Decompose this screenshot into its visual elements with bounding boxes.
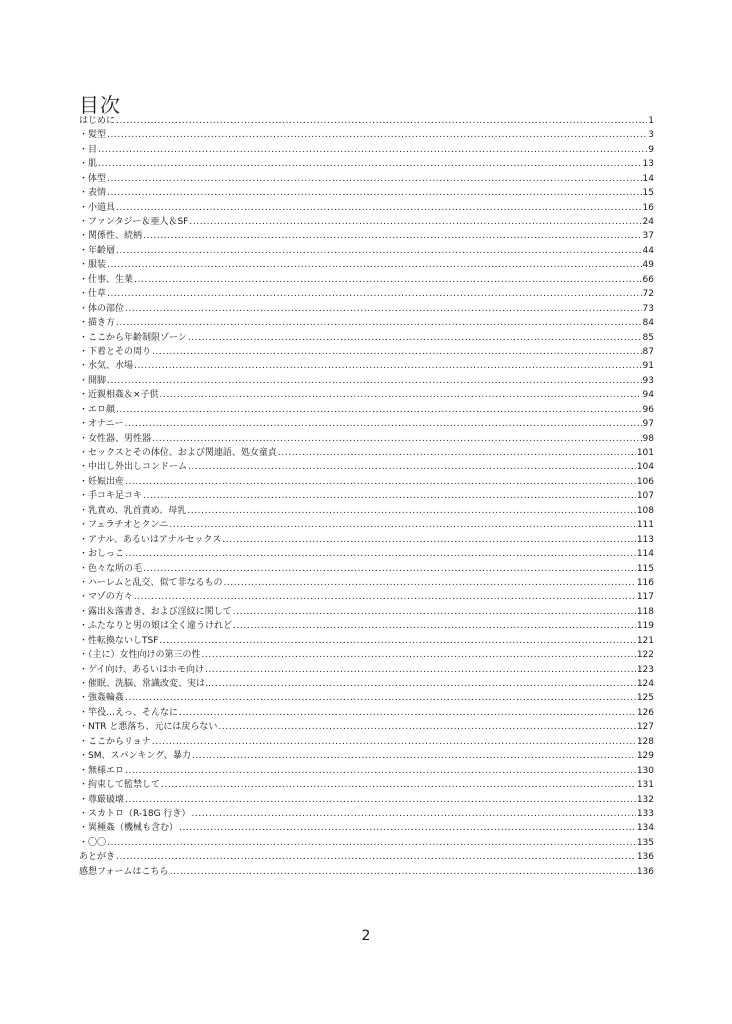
toc-entry-label: ・小道具 [79,202,116,213]
toc-entry[interactable] [79,663,654,677]
toc-entry[interactable] [79,648,654,662]
toc-entry-page: 107 [636,491,654,502]
toc-entry-page: 73 [642,303,654,314]
toc-entry-page: 126 [636,707,654,718]
toc-entry-label: ・スカトロ（R-18G 行き） [79,808,191,819]
toc-entry[interactable] [79,461,654,475]
dot-leader [159,634,635,648]
dot-leader [161,778,636,792]
toc-entry-page: 114 [636,549,654,560]
toc-entry[interactable] [79,504,654,518]
toc-entry[interactable] [79,576,654,590]
dot-leader [125,302,642,316]
page-number: 2 [361,928,371,944]
toc-entry[interactable] [79,128,654,142]
toc-entry-page: 127 [636,722,654,733]
toc-entry[interactable] [79,388,654,402]
toc-entry-label: ・無様エロ [79,765,125,776]
toc-entry-label: ・露出＆落書き、および淫紋に関して [79,606,232,617]
toc-entry[interactable] [79,634,654,648]
dot-leader [192,749,636,763]
dot-leader [143,562,636,576]
toc-entry-label: ・年齢層 [79,245,116,256]
toc-entry[interactable] [79,821,654,835]
toc-entry[interactable] [79,677,654,691]
toc-entry[interactable] [79,374,654,388]
toc-entry[interactable] [79,417,654,431]
toc-entry[interactable] [79,446,654,460]
toc-entry-label: ・関係性、続柄 [79,231,143,242]
dot-leader [125,475,636,489]
dot-leader [107,287,642,301]
toc-entry-label: ・仕草 [79,289,107,300]
toc-entry[interactable] [79,547,654,561]
dot-leader [107,128,647,142]
toc-entry[interactable] [79,735,654,749]
toc-entry-page: 129 [636,751,654,762]
toc-entry[interactable] [79,533,654,547]
dot-leader [152,735,636,749]
toc-entry-label: ・おしっこ [79,549,125,560]
toc-entry[interactable] [79,850,654,864]
dot-leader [187,504,636,518]
toc-entry-label: ・乳責め、乳首責め、母乳 [79,505,187,516]
toc-entry-page: 93 [642,375,654,386]
dot-leader [188,460,636,474]
toc-entry-label: ・描き方 [79,318,116,329]
toc-entry-page: 116 [636,577,654,588]
dot-leader [218,720,635,734]
toc-entry[interactable] [79,186,654,200]
toc-entry-page: 119 [636,621,654,632]
dot-leader [215,677,636,691]
toc-entry-page: 104 [636,462,654,473]
toc-entry-label: ・拘束して監禁して [79,780,161,791]
toc-entry[interactable] [79,749,654,763]
toc-entry-page: 96 [642,404,654,415]
toc-entry[interactable] [79,143,654,157]
toc-entry-page: 84 [642,318,654,329]
toc-entry-page: 49 [642,260,654,271]
toc-entry[interactable] [79,157,654,171]
dot-leader [107,186,642,200]
dot-leader [179,706,636,720]
toc-entry[interactable] [79,287,654,301]
toc-entry-page: 16 [642,202,654,213]
toc-entry-label: ・下着とその周り [79,346,152,357]
dot-leader [179,821,636,835]
toc-entry-label: ・ハーレムと乱交、似て非なるもの [79,577,223,588]
toc-entry-label: ・服装 [79,260,107,271]
toc-entry-label: ・体の部位 [79,303,125,314]
toc-entry-label: ・肌 [79,159,98,170]
toc-entry-label: ・表情 [79,188,107,199]
toc-entry-label: ・エロ顔 [79,404,116,415]
toc-entry-label: ・アナル、あるいはアナルセックス [79,534,222,545]
toc-entry-label: ・オナニー [79,419,124,430]
dot-leader [125,764,636,778]
dot-leader [116,244,642,258]
dot-leader [116,114,647,128]
toc-entry[interactable] [79,302,654,316]
toc-entry-label: ・催眠、洗脳、常識改変、実は… [79,679,215,690]
toc-entry[interactable] [79,230,654,244]
toc-entry[interactable] [79,619,654,633]
dot-leader [116,316,642,330]
dot-leader [107,172,642,186]
toc-entry-page: 97 [642,419,654,430]
toc-entry[interactable] [79,764,654,778]
toc-entry[interactable] [79,475,654,489]
toc-entry-label: ・水気、水場 [79,361,134,372]
dot-leader [107,258,642,272]
toc-entry[interactable] [79,518,654,532]
dot-leader [107,836,636,850]
toc-entry-label: ・手コキ足コキ [79,491,143,502]
toc-entry-page: 130 [636,765,654,776]
toc-entry-page: 123 [636,664,654,675]
toc-entry-label: はじめに [79,115,116,126]
dot-leader [116,201,642,215]
toc-entry-page: 121 [636,635,654,646]
toc-entry-label: ・ふたなりと男の娘は全く違うけれど [79,621,233,632]
toc-entry-label: ・性転換ないしTSF [79,635,159,646]
toc-entry-label: ・（主に）女性向けの第三の性 [79,650,201,661]
toc-entry-page: 136 [636,852,654,863]
toc-entry[interactable] [79,316,654,330]
toc-entry[interactable] [79,605,654,619]
toc-entry-page: 134 [636,823,654,834]
dot-leader [223,576,635,590]
toc-entry-page: 106 [636,476,654,487]
toc-entry[interactable] [79,201,654,215]
toc-entry[interactable] [79,865,654,879]
toc-entry-label: ・ゲイ向け、あるいはホモ向け [79,664,205,675]
toc-entry-page: 1 [648,115,654,126]
toc-entry-page: 136 [636,866,654,877]
toc-entry[interactable] [79,403,654,417]
toc-entry[interactable] [79,258,654,272]
toc-entry[interactable] [79,172,654,186]
toc-entry-label: 感想フォームはこちら [79,866,169,877]
page-title: 目次 [79,93,121,118]
toc-entry-page: 15 [642,188,654,199]
dot-leader [143,489,636,503]
toc-entry[interactable] [79,331,654,345]
toc-entry-page: 66 [642,274,654,285]
toc-entry-label: あとがき [79,852,116,863]
toc-entry-page: 94 [642,390,654,401]
toc-entry[interactable] [79,793,654,807]
dot-leader [278,446,636,460]
toc-entry-page: 98 [642,433,654,444]
dot-leader [134,273,642,287]
toc-entry-page: 14 [642,173,654,184]
toc-entry-page: 44 [642,245,654,256]
toc-entry-page: 131 [636,780,654,791]
toc-entry-page: 118 [636,606,654,617]
toc-entry-label: ・竿役…えっ、そんなに [79,707,179,718]
toc-entry[interactable] [79,692,654,706]
toc-entry-label: ・目 [79,144,98,155]
toc-entry-label: ・〇〇 [79,837,107,848]
toc-entry-page: 9 [648,144,654,155]
toc-entry-label: ・ここからリョナ [79,736,151,747]
dot-leader [143,229,642,243]
toc-entry-label: ・セックスとその体位、および関連語、処女童貞 [79,448,277,459]
toc-entry-page: 128 [636,736,654,747]
toc-entry-page: 115 [636,563,654,574]
toc-entry[interactable] [79,215,654,229]
toc-entry-page: 101 [636,448,654,459]
toc-entry-page: 133 [636,808,654,819]
dot-leader [125,417,642,431]
dot-leader [152,432,642,446]
toc-entry-page: 13 [642,159,654,170]
toc-entry[interactable] [79,807,654,821]
dot-leader [125,793,636,807]
toc-entry-page: 124 [636,679,654,690]
toc-entry[interactable] [79,359,654,373]
toc-entry-page: 108 [636,505,654,516]
toc-entry-page: 125 [636,693,654,704]
dot-leader [134,359,642,373]
toc-entry-page: 37 [642,231,654,242]
toc-entry-page: 122 [636,650,654,661]
dot-leader [116,403,642,417]
toc-entry-label: ・NTR と悪落ち、元には戻らない [79,722,218,733]
dot-leader [116,850,636,864]
toc-entry-label: ・尊厳破壊 [79,794,125,805]
dot-leader [233,619,636,633]
toc-entry[interactable] [79,244,654,258]
dot-leader [134,590,636,604]
dot-leader [169,518,635,532]
toc-entry[interactable] [79,489,654,503]
toc-entry-label: ・異種姦（機械も含む） [79,823,179,834]
toc-entry-label: ・SM、スパンキング、暴力 [79,751,191,762]
toc-entry-page: 111 [636,520,654,531]
toc-entry[interactable] [79,706,654,720]
table-of-contents [79,114,654,879]
toc-entry-page: 91 [642,361,654,372]
dot-leader [170,865,636,879]
toc-entry-page: 132 [636,794,654,805]
dot-leader [191,807,635,821]
toc-entry-page: 135 [636,837,654,848]
toc-entry-page: 113 [636,534,654,545]
toc-entry[interactable] [79,836,654,850]
dot-leader [125,691,636,705]
toc-entry-page: 85 [642,332,654,343]
toc-entry-page: 117 [636,592,654,603]
toc-entry-label: ・色々な所の毛 [79,563,143,574]
toc-entry-label: ・妊娠出産 [79,476,125,487]
dot-leader [98,157,642,171]
toc-entry-label: ・開脚 [79,375,107,386]
toc-entry-page: 72 [642,289,654,300]
toc-entry-page: 3 [648,130,654,141]
dot-leader [107,374,642,388]
toc-entry[interactable] [79,273,654,287]
toc-entry-page: 24 [642,217,654,228]
toc-entry-label: ・中出し外出しコンドーム [79,462,188,473]
toc-entry[interactable] [79,590,654,604]
toc-entry[interactable] [79,778,654,792]
toc-entry[interactable] [79,114,654,128]
toc-entry-label: ・ここから年齢制限ゾーン [79,332,187,343]
dot-leader [188,331,642,345]
toc-entry-label: ・女性器、男性器 [79,433,152,444]
toc-entry[interactable] [79,432,654,446]
toc-entry-label: ・強姦輪姦 [79,693,125,704]
dot-leader [152,345,642,359]
toc-entry-label: ・マゾの方々 [79,592,133,603]
toc-entry-label: ・髪型 [79,130,107,141]
dot-leader [202,648,636,662]
toc-entry-page: 87 [642,346,654,357]
toc-entry[interactable] [79,345,654,359]
dot-leader [125,547,636,561]
dot-leader [205,663,636,677]
toc-entry-label: ・ファンタジー＆亜人＆SF [79,217,189,228]
dot-leader [98,143,647,157]
toc-entry-label: ・仕事、生業 [79,274,134,285]
toc-entry[interactable] [79,562,654,576]
dot-leader [160,388,642,402]
dot-leader [222,533,636,547]
toc-entry-label: ・フェラチオとクンニ [79,520,169,531]
dot-leader [189,215,641,229]
toc-entry-label: ・体型 [79,173,107,184]
dot-leader [233,605,636,619]
toc-entry[interactable] [79,720,654,734]
toc-entry-label: ・近親相姦＆×子供 [79,390,159,401]
